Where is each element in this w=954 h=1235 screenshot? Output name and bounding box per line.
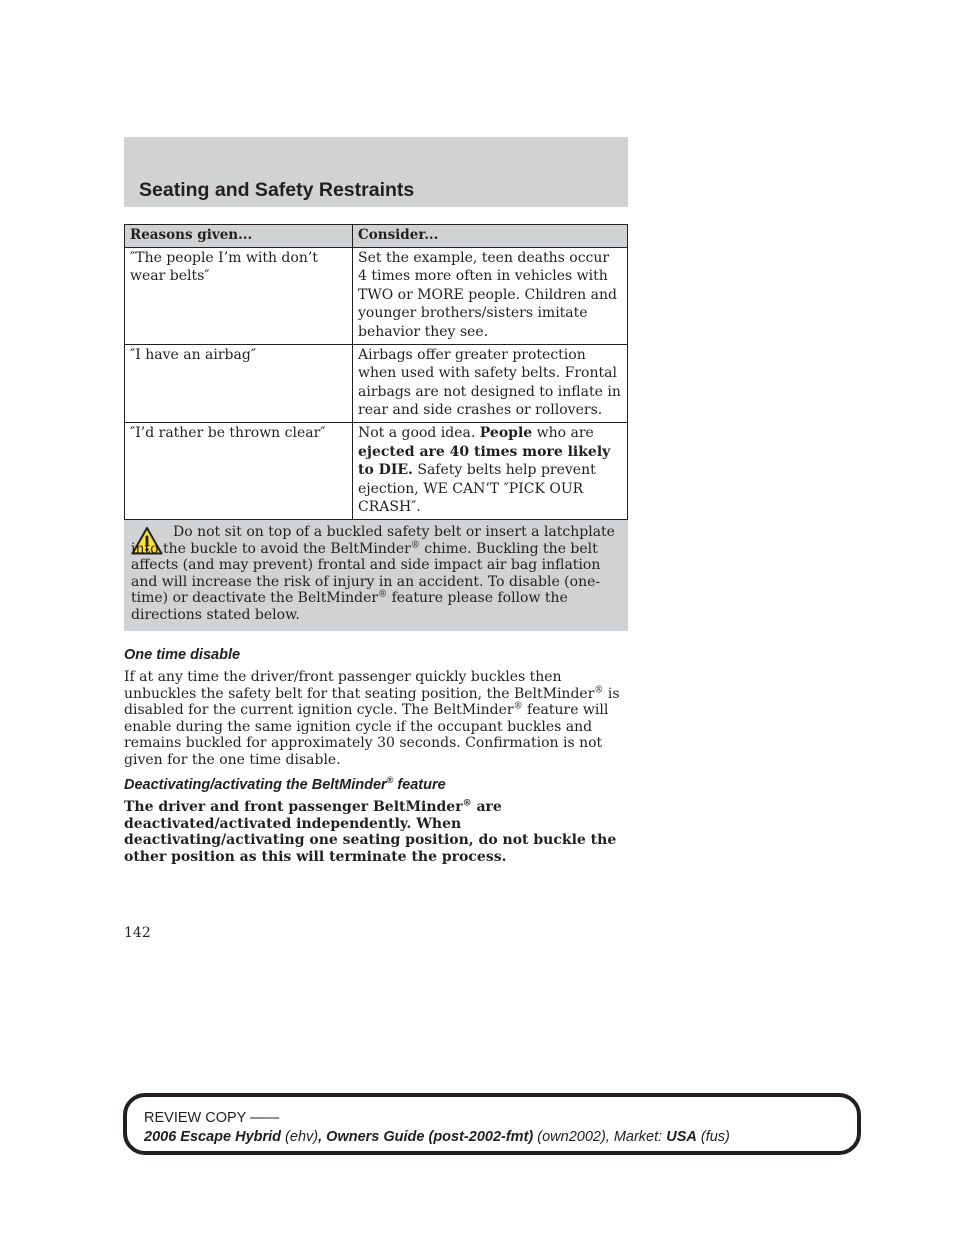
consider-text: Safety belts help prevent ejection, WE CAN’T ″PICK OUR CRASH″.	[358, 462, 596, 516]
consider-bold-text: ejected are 40 times more likely to DIE.	[358, 443, 611, 479]
paragraph-text: feature will enable during the same ignition cycle if the occupant buckles and remains buckled for approximately 30 seconds. Confirmation is not given for the one time disable.	[124, 702, 609, 768]
heading-text: feature	[393, 777, 446, 793]
registered-mark: ®	[594, 684, 604, 695]
table-row	[125, 247, 628, 344]
consider-cell	[353, 344, 628, 422]
review-copy-footer	[123, 1093, 861, 1155]
document-identifier	[144, 1129, 730, 1145]
column-header-reasons: Reasons given...	[125, 225, 353, 248]
consider-text: Airbags offer greater protection when used with safety belts. Frontal airbags are not designed to inflate in rear and side crashes or rollovers.	[358, 346, 621, 419]
warning-text	[131, 524, 621, 623]
heading-one-time-disable: One time disable	[124, 647, 241, 663]
paragraph-text: is disabled for the current ignition cycle. The BeltMinder	[124, 685, 620, 718]
reason-cell: ″I’d rather be thrown clear″	[125, 422, 353, 519]
consider-text: Not a good idea.	[358, 424, 480, 441]
warning-box	[124, 520, 628, 631]
guide-name: Owners Guide (post-2002-fmt)	[326, 1129, 534, 1145]
registered-mark: ®	[386, 775, 394, 786]
warning-text-part: Do not sit on top of a buckled safety belt or insert a latchplate into the buckle to avoid the BeltMinder	[131, 524, 615, 557]
section-header-band	[124, 137, 628, 207]
consider-text: Set the example, teen deaths occur 4 times more often in vehicles with TWO or MORE people. Children and younger brothers/sisters imitate behavior they see.	[358, 249, 617, 340]
registered-mark: ®	[513, 701, 523, 712]
warning-text-part: chime. Buckling the belt affects (and may prevent) frontal and side impact air bag inflation and will increase the risk of injury in an accident. To disable (one-time) or deactivate the BeltMinder	[131, 540, 601, 606]
deactivating-paragraph	[124, 799, 630, 865]
consider-cell	[353, 247, 628, 344]
registered-mark: ®	[462, 798, 472, 809]
model-code: (ehv)	[281, 1129, 319, 1145]
guide-code: (own2002)	[533, 1129, 606, 1145]
warning-text-part: feature please follow the directions stated below.	[131, 590, 568, 623]
paragraph-text: If at any time the driver/front passenger quickly buckles then unbuckles the safety belt for that seating position, the BeltMinder	[124, 669, 595, 702]
separator: ,	[318, 1129, 327, 1145]
page-number: 142	[124, 925, 151, 941]
table-header-row	[125, 225, 628, 248]
paragraph-text: The driver and front passenger BeltMinder	[124, 799, 463, 815]
reason-cell: ″I have an airbag″	[125, 344, 353, 422]
heading-deactivating-beltminder	[124, 777, 446, 793]
paragraph-text: are deactivated/activated independently. When deactivating/activating one seating position, do not buckle the other position as this will terminate the process.	[124, 799, 617, 865]
heading-text: Deactivating/activating the BeltMinder	[124, 777, 387, 793]
one-time-disable-paragraph	[124, 669, 630, 768]
consider-text: who are	[532, 424, 594, 441]
review-copy-label: REVIEW COPY ——	[144, 1110, 280, 1126]
market-name: USA	[666, 1129, 697, 1145]
column-header-consider: Consider...	[353, 225, 628, 248]
table-row	[125, 422, 628, 519]
model-name: 2006 Escape Hybrid	[144, 1129, 282, 1145]
reason-cell: ″The people I’m with don’t wear belts″	[125, 247, 353, 344]
registered-mark: ®	[410, 539, 420, 550]
consider-cell	[353, 422, 628, 519]
table-row	[125, 344, 628, 422]
consider-bold-text: People	[479, 424, 533, 441]
section-title: Seating and Safety Restraints	[139, 179, 415, 201]
reasons-table	[124, 224, 628, 520]
market-label: , Market:	[605, 1129, 667, 1145]
registered-mark: ®	[378, 589, 388, 600]
market-code: (fus)	[696, 1129, 730, 1145]
